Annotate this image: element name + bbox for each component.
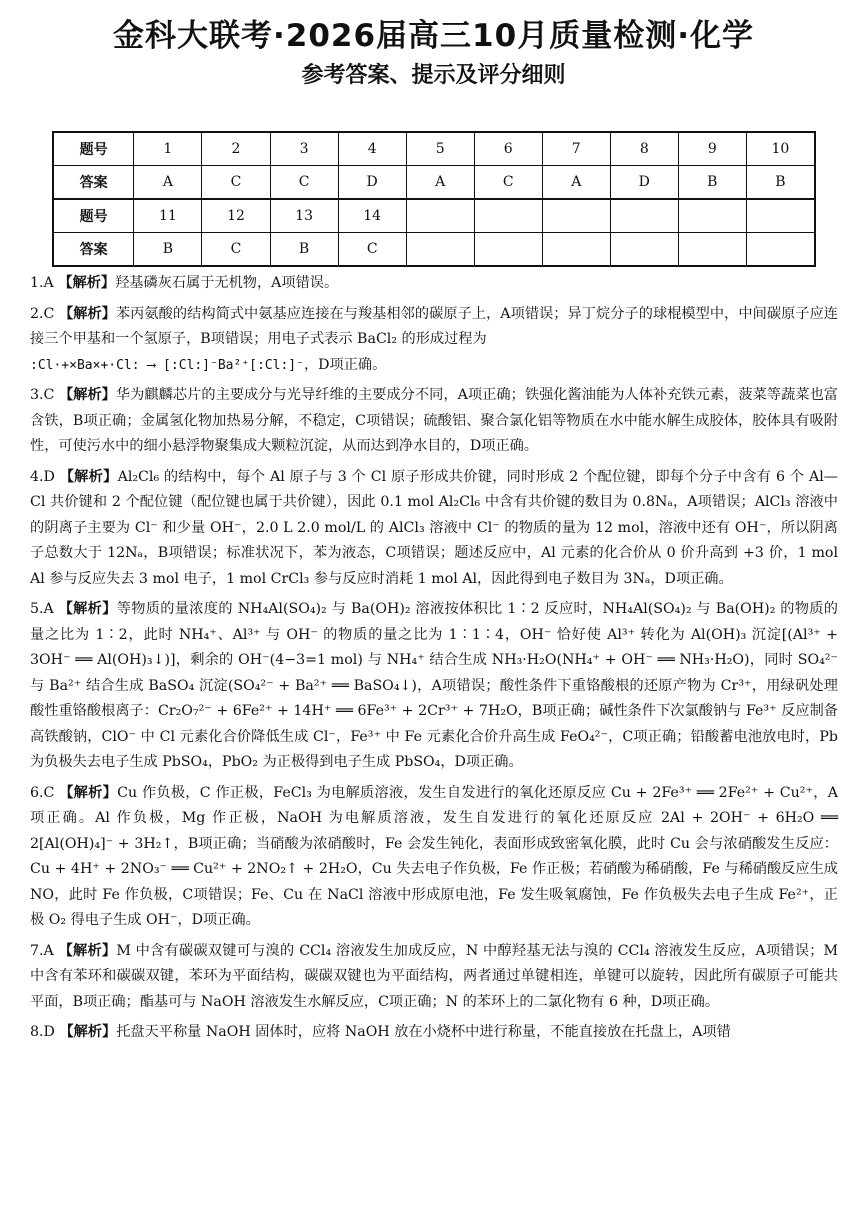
table-cell xyxy=(678,233,746,267)
explanation-item xyxy=(30,1020,838,1046)
table-cell: 13 xyxy=(270,199,338,233)
table-cell xyxy=(678,199,746,233)
table-cell: D xyxy=(338,166,406,200)
row-label: 答案 xyxy=(53,233,134,267)
table-cell: C xyxy=(474,166,542,200)
table-cell: 1 xyxy=(134,132,202,166)
question-number: 1.A xyxy=(30,275,54,291)
table-cell: B xyxy=(270,233,338,267)
explanation-text: 华为麒麟芯片的主要成分与光导纤维的主要成分不同，A项正确；铁强化酱油能为人体补充铁元素，菠菜等蔬菜也富含铁，B项正确；金属氢化物加热易分解，不稳定，C项错误；硫酸铝、聚合氯化铝等物质在水中能水解生成胶体，胶体具有吸附性，可使污水中的细小悬浮物聚集成大颗粒沉淀，从而达到净水目的，D项正确。 xyxy=(30,387,838,454)
explanation-text: M 中含有碳碳双键可与溴的 CCl₄ 溶液发生加成反应，N 中醇羟基无法与溴的 CCl₄ 溶液发生反应，A项错误；M 中含有苯环和碳碳双键，苯环为平面结构，碳碳双键也为平面结构，两者通过单键相连，单键可以旋转，因此所有碳原子可能共平面，B项正确；酯基可与 NaOH 溶液发生水解反应，C项正确；N 的苯环上的二氯化物有 6 种，D项正确。 xyxy=(30,942,838,1010)
question-number: 7.A xyxy=(30,942,54,959)
table-cell: 3 xyxy=(270,132,338,166)
analysis-tag: 【解析】 xyxy=(59,468,118,485)
question-number: 4.D xyxy=(30,468,55,485)
explanation-text: Cu 作负极，C 作正极，FeCl₃ 为电解质溶液，发生自发进行的氧化还原反应 Cu + 2Fe³⁺ ══ 2Fe²⁺ + Cu²⁺，A项正确。Al 作负极，Mg 作正极，NaOH 为电解质溶液，发生自发进行的氧化还原反应 2Al + 2OH⁻ + 6H₂O ══ 2[Al(OH)₄]⁻ + 3H₂↑，B项正确；当硝酸为浓硝酸时，Fe 会发生钝化，表面形成致密氧化膜，此时 Cu 会与浓硝酸发生反应：Cu + 4H⁺ + 2NO₃⁻ ══ Cu²⁺ + 2NO₂↑ + 2H₂O，Cu 失去电子作负极，Fe 作正极；若硝酸为稀硝酸，Fe 与稀硝酸反应生成 NO，此时 Fe 作负极，C项错误；Fe、Cu 在 NaCl 溶液中形成原电池，Fe 发生吸氧腐蚀，Fe 作负极失去电子生成 Fe²⁺，正极 O₂ 得电子生成 OH⁻，D项正确。 xyxy=(30,784,838,928)
explanation-text: 苯丙氨酸的结构简式中氨基应连接在与羧基相邻的碳原子上，A项错误；异丁烷分子的球棍模型中，中间碳原子应连接三个甲基和一个氢原子，B项错误；用电子式表示 BaCl₂ 的形成过程为 xyxy=(30,305,838,347)
explanation-item xyxy=(30,939,838,1016)
table-row xyxy=(53,132,815,166)
answer-table xyxy=(52,131,816,267)
page-title: 金科大联考·2026届高三10月质量检测·化学 xyxy=(113,18,754,54)
table-cell: A xyxy=(542,166,610,200)
table-cell xyxy=(406,199,474,233)
table-cell xyxy=(406,233,474,267)
analysis-tag: 【解析】 xyxy=(58,275,116,291)
table-cell: 8 xyxy=(610,132,678,166)
table-cell: C xyxy=(270,166,338,200)
explanation-text: 等物质的量浓度的 NH₄Al(SO₄)₂ 与 Ba(OH)₂ 溶液按体积比 1∶2 反应时，NH₄Al(SO₄)₂ 与 Ba(OH)₂ 的物质的量之比为 1∶2，此时 NH₄⁺、Al³⁺ 与 OH⁻ 的物质的量之比为 1∶1∶4，OH⁻ 恰好使 Al³⁺ 转化为 Al(OH)₃ 沉淀[(Al³⁺ + 3OH⁻ ══ Al(OH)₃↓)]，剩余的 OH⁻(4−3=1 mol) 与 NH₄⁺ 结合生成 NH₃·H₂O(NH₄⁺ + OH⁻ ══ NH₃·H₂O)，同时 SO₄²⁻ 与 Ba²⁺ 结合生成 BaSO₄ 沉淀(SO₄²⁻ + Ba²⁺ ══ BaSO₄↓)，A项错误；酸性条件下重铬酸根的还原产物为 Cr³⁺，用绿矾处理酸性重铬酸根离子：Cr₂O₇²⁻ + 6Fe²⁺ + 14H⁺ ══ 6Fe³⁺ + 2Cr³⁺ + 7H₂O，B项正确；碱性条件下次氯酸钠与 Fe³⁺ 反应制备高铁酸钠，ClO⁻ 中 Cl 元素化合价降低生成 Cl⁻，Fe³⁺ 中 Fe 元素化合价升高生成 FeO₄²⁻，C项正确；铅酸蓄电池放电时，Pb 为负极失去电子生成 PbSO₄，PbO₂ 为正极得到电子生成 PbSO₄，D项正确。 xyxy=(30,601,838,770)
explanation-item xyxy=(30,302,838,379)
table-cell: 10 xyxy=(746,132,815,166)
explanation-item xyxy=(30,781,838,934)
table-cell: 12 xyxy=(202,199,270,233)
table-cell xyxy=(610,199,678,233)
explanation-item xyxy=(30,465,838,593)
analysis-tag: 【解析】 xyxy=(59,784,118,801)
table-cell: B xyxy=(678,166,746,200)
explanation-tail: ，D项正确。 xyxy=(303,356,387,373)
table-row xyxy=(53,166,815,200)
table-cell: 2 xyxy=(202,132,270,166)
table-cell: B xyxy=(134,233,202,267)
table-cell xyxy=(746,199,815,233)
explanation-item xyxy=(30,383,838,460)
analysis-tag: 【解析】 xyxy=(58,942,117,959)
table-cell: 4 xyxy=(338,132,406,166)
table-cell: 6 xyxy=(474,132,542,166)
row-label: 题号 xyxy=(53,199,134,233)
table-row xyxy=(53,199,815,233)
question-number: 2.C xyxy=(30,305,55,322)
table-cell xyxy=(610,233,678,267)
electron-formula: :Cl·+×Ba×+·Cl: ⟶ [:Cl:]⁻Ba²⁺[:Cl:]⁻ xyxy=(30,357,304,373)
question-number: 3.C xyxy=(30,387,55,403)
explanation-text: 托盘天平称量 NaOH 固体时，应将 NaOH 放在小烧杯中进行称量，不能直接放在托盘上，A项错 xyxy=(116,1024,731,1040)
explanations xyxy=(30,271,838,1051)
table-cell: C xyxy=(202,166,270,200)
analysis-tag: 【解析】 xyxy=(58,305,116,322)
row-label: 题号 xyxy=(53,132,134,166)
table-cell: 9 xyxy=(678,132,746,166)
explanation-text: Al₂Cl₆ 的结构中，每个 Al 原子与 3 个 Cl 原子形成共价键，同时形成 2 个配位键，即每个分子中含有 6 个 Al—Cl 共价键和 2 个配位键（配位键也属于共价键），因此 0.1 mol Al₂Cl₆ 中含有共价键的数目为 0.8Nₐ，A项错误；AlCl₃ 溶液中的阴离子主要为 Cl⁻ 和少量 OH⁻，2.0 L 2.0 mol/L 的 AlCl₃ 溶液中 Cl⁻ 的物质的量为 12 mol，溶液中还有 OH⁻，所以阴离子总数大于 12Nₐ，B项错误；标准状况下，苯为液态，C项错误；题述反应中，Al 元素的化合价从 0 价升高到 +3 价，1 mol Al 参与反应失去 3 mol 电子，1 mol CrCl₃ 参与反应时消耗 1 mol Al，因此得到电子数目为 3Nₐ，D项正确。 xyxy=(30,468,838,587)
table-cell xyxy=(542,199,610,233)
analysis-tag: 【解析】 xyxy=(58,601,117,617)
table-cell: C xyxy=(202,233,270,267)
question-number: 6.C xyxy=(30,784,55,801)
explanation-item xyxy=(30,597,838,776)
table-cell xyxy=(542,233,610,267)
table-cell: D xyxy=(610,166,678,200)
table-cell: 14 xyxy=(338,199,406,233)
question-number: 5.A xyxy=(30,601,54,617)
table-cell xyxy=(474,199,542,233)
table-row xyxy=(53,233,815,267)
table-cell: C xyxy=(338,233,406,267)
table-cell xyxy=(474,233,542,267)
table-cell: 5 xyxy=(406,132,474,166)
table-cell: 7 xyxy=(542,132,610,166)
explanation-item xyxy=(30,271,838,297)
table-cell: A xyxy=(406,166,474,200)
table-cell: 11 xyxy=(134,199,202,233)
table-cell: B xyxy=(746,166,815,200)
analysis-tag: 【解析】 xyxy=(59,1024,117,1040)
table-cell: A xyxy=(134,166,202,200)
question-number: 8.D xyxy=(30,1024,55,1040)
page-subtitle: 参考答案、提示及评分细则 xyxy=(301,63,566,88)
row-label: 答案 xyxy=(53,166,134,200)
explanation-text: 羟基磷灰石属于无机物，A项错误。 xyxy=(115,275,339,291)
table-cell xyxy=(746,233,815,267)
analysis-tag: 【解析】 xyxy=(58,387,116,403)
